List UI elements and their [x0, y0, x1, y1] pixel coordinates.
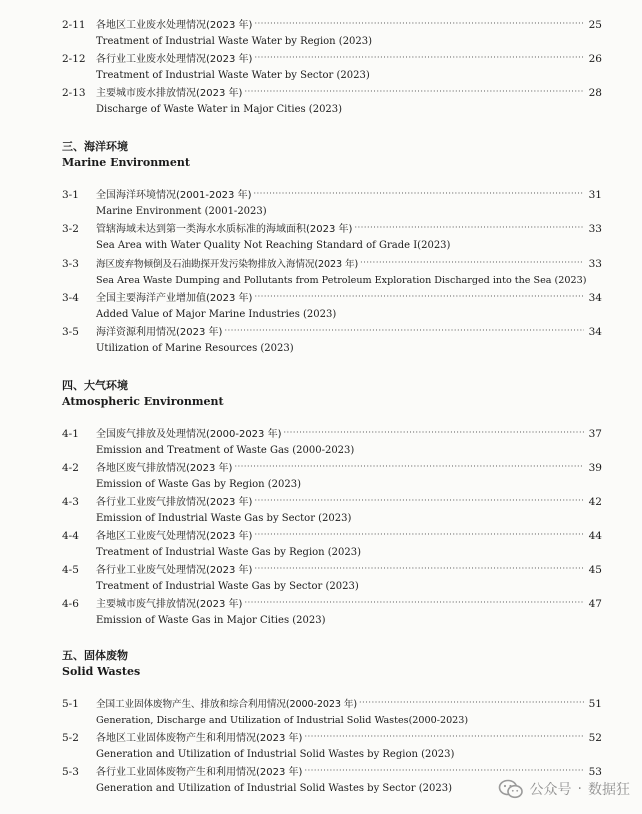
- entry-number: 3-2: [62, 223, 79, 235]
- leader-dots: [254, 559, 584, 578]
- entry-number: 3-3: [62, 258, 79, 270]
- entry-number: 4-4: [62, 530, 79, 542]
- toc-entry[interactable]: [62, 425, 602, 458]
- entry-number: 4-2: [62, 462, 79, 474]
- entry-page-number: 33: [588, 258, 602, 270]
- leader-dots: [244, 593, 584, 612]
- entry-title-zh: 各行业工业固体废物产生和利用情况(2023 年): [96, 767, 303, 778]
- toc-entry[interactable]: [62, 186, 602, 219]
- entry-page-number: 34: [588, 326, 602, 338]
- section-heading-en: Atmospheric Environment: [62, 395, 224, 408]
- entry-page-number: 34: [588, 292, 602, 304]
- entry-number: 4-6: [62, 598, 79, 610]
- leader-dots: [254, 48, 584, 67]
- entry-number: 5-3: [62, 766, 79, 778]
- entry-number: 2-11: [62, 19, 86, 31]
- toc-entry[interactable]: [62, 459, 602, 492]
- entry-title-en: Marine Environment (2001-2023): [96, 206, 267, 217]
- section-heading-en: Marine Environment: [62, 156, 190, 169]
- entry-number: 3-4: [62, 292, 79, 304]
- leader-dots: [359, 693, 584, 712]
- entry-page-number: 37: [588, 428, 602, 440]
- leader-dots: [284, 423, 585, 442]
- entry-title-en: Added Value of Major Marine Industries (2023): [96, 309, 337, 320]
- entry-number: 3-5: [62, 326, 79, 338]
- toc-entry[interactable]: [62, 493, 602, 526]
- toc-entry[interactable]: [62, 289, 602, 322]
- entry-title-en: Treatment of Industrial Waste Water by Region (2023): [96, 36, 373, 47]
- entry-title-en: Generation and Utilization of Industrial Solid Wastes by Sector (2023): [96, 783, 453, 794]
- leader-dots: [254, 525, 584, 544]
- watermark-separator: ·: [577, 781, 582, 797]
- entry-title-zh: 全国海洋环境情况(2001-2023 年): [96, 190, 252, 201]
- entry-title-zh: 各地区工业固体废物产生和利用情况(2023 年): [96, 733, 303, 744]
- toc-entry[interactable]: [62, 16, 602, 49]
- leader-dots: [304, 727, 584, 746]
- entry-page-number: 52: [588, 732, 602, 744]
- entry-title-en: Emission of Waste Gas in Major Cities (2023): [96, 615, 326, 626]
- entry-page-number: 31: [588, 189, 602, 201]
- entry-page-number: 42: [588, 496, 602, 508]
- toc-entry[interactable]: [62, 729, 602, 762]
- section-heading-zh: 四、大气环境: [62, 379, 128, 392]
- entry-number: 4-5: [62, 564, 79, 576]
- entry-number: 5-1: [62, 698, 79, 710]
- toc-entry[interactable]: [62, 527, 602, 560]
- entry-title-zh: 全国废气排放及处理情况(2000-2023 年): [96, 429, 282, 440]
- entry-page-number: 28: [588, 87, 602, 99]
- leader-dots: [244, 82, 584, 101]
- entry-title-zh: 各地区工业废气处理情况(2023 年): [96, 531, 253, 542]
- wechat-icon: [498, 779, 524, 799]
- entry-number: 4-3: [62, 496, 79, 508]
- entry-page-number: 45: [588, 564, 602, 576]
- leader-dots: [224, 321, 584, 340]
- toc-entry[interactable]: [62, 595, 602, 628]
- entry-page-number: 53: [588, 766, 602, 778]
- watermark-account: 数据狂: [588, 782, 630, 798]
- entry-number: 4-1: [62, 428, 79, 440]
- entry-title-en: Discharge of Waste Water in Major Cities (2023): [96, 104, 343, 115]
- entry-title-zh: 全国主要海洋产业增加值(2023 年): [96, 293, 253, 304]
- section-heading-zh: 三、海洋环境: [62, 140, 128, 153]
- entry-number: 3-1: [62, 189, 79, 201]
- entry-page-number: 25: [588, 19, 602, 31]
- entry-title-en: Emission and Treatment of Waste Gas (2000-2023): [96, 445, 355, 456]
- entry-title-en: Generation and Utilization of Industrial Solid Wastes by Region (2023): [96, 749, 455, 760]
- entry-title-en: Sea Area Waste Dumping and Pollutants from Petroleum Exploration Discharged into the Sea (2023): [96, 275, 587, 286]
- entry-page-number: 39: [588, 462, 602, 474]
- entry-page-number: 47: [588, 598, 602, 610]
- section-heading-en: Solid Wastes: [62, 665, 141, 678]
- entry-title-en: Emission of Industrial Waste Gas by Sector (2023): [96, 513, 352, 524]
- watermark-platform: 公众号: [529, 782, 572, 798]
- toc-entry[interactable]: [62, 84, 602, 117]
- entry-number: 5-2: [62, 732, 79, 744]
- entry-title-en: Emission of Waste Gas by Region (2023): [96, 479, 302, 490]
- entry-title-zh: 海洋资源利用情况(2023 年): [96, 327, 223, 338]
- leader-dots: [360, 253, 584, 272]
- entry-title-en: Sea Area with Water Quality Not Reaching Standard of Grade Ⅰ(2023): [96, 240, 451, 251]
- section-heading-zh: 五、固体废物: [62, 649, 128, 662]
- entry-title-zh: 海区废弃物倾倒及石油勘探开发污染物排放入海情况(2023 年): [96, 259, 359, 270]
- entry-title-en: Treatment of Industrial Waste Gas by Sector (2023): [96, 581, 359, 592]
- toc-entry[interactable]: [62, 323, 602, 356]
- entry-page-number: 51: [588, 698, 602, 710]
- toc-entry[interactable]: [62, 695, 602, 728]
- entry-title-zh: 主要城市废气排放情况(2023 年): [96, 599, 243, 610]
- toc-entry[interactable]: [62, 561, 602, 594]
- entry-title-zh: 全国工业固体废物产生、排放和综合利用情况(2000-2023 年): [96, 699, 357, 710]
- leader-dots: [254, 184, 585, 203]
- entry-title-en: Treatment of Industrial Waste Water by Sector (2023): [96, 70, 370, 81]
- leader-dots: [354, 218, 584, 237]
- toc-entry[interactable]: [62, 220, 602, 253]
- entry-page-number: 26: [588, 53, 602, 65]
- entry-title-en: Utilization of Marine Resources (2023): [96, 343, 294, 354]
- leader-dots: [254, 491, 584, 510]
- entry-page-number: 44: [588, 530, 602, 542]
- leader-dots: [254, 287, 584, 306]
- entry-title-zh: 各地区工业废水处理情况(2023 年): [96, 20, 253, 31]
- wechat-watermark: [498, 774, 630, 804]
- entry-title-zh: 管辖海域未达到第一类海水水质标准的海域面积(2023 年): [96, 224, 353, 235]
- entry-title-zh: 各地区废气排放情况(2023 年): [96, 463, 233, 474]
- entry-page-number: 33: [588, 223, 602, 235]
- entry-number: 2-13: [62, 87, 86, 99]
- entry-title-en: Treatment of Industrial Waste Gas by Region (2023): [96, 547, 362, 558]
- entry-title-zh: 主要城市废水排放情况(2023 年): [96, 88, 243, 99]
- leader-dots: [234, 457, 584, 476]
- entry-title-en: Generation, Discharge and Utilization of Industrial Solid Wastes(2000-2023): [96, 715, 469, 726]
- entry-title-zh: 各行业工业废水处理情况(2023 年): [96, 54, 253, 65]
- leader-dots: [254, 14, 584, 33]
- entry-title-zh: 各行业工业废气处理情况(2023 年): [96, 565, 253, 576]
- toc-entry[interactable]: [62, 255, 602, 288]
- toc-entry[interactable]: [62, 50, 602, 83]
- entry-title-zh: 各行业工业废气排放情况(2023 年): [96, 497, 253, 508]
- entry-number: 2-12: [62, 53, 86, 65]
